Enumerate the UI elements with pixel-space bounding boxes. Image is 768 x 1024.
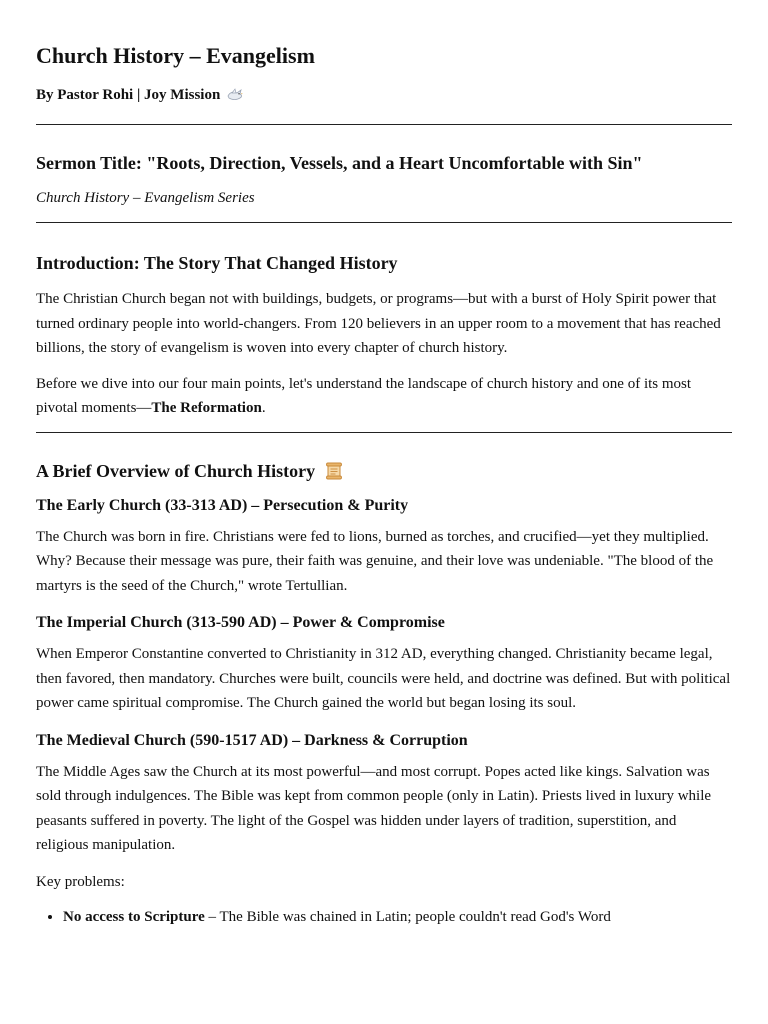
list-item [63, 905, 732, 929]
introduction-heading: Introduction: The Story That Changed History [36, 253, 398, 273]
key-problems-list [36, 905, 732, 929]
introduction-period: . [261, 400, 266, 416]
section-heading-early-church: The Early Church (33-313 AD) – Persecution & Purity [36, 496, 409, 514]
overview-heading-text: A Brief Overview of Church History [36, 460, 316, 481]
dove-icon [226, 87, 244, 103]
list-item-bold: No access to Scripture [63, 909, 205, 925]
section-text-early-church: The Church was born in fire. Christians were fed to lions, burned as torches, and crucified—yet they multiplied. Why? Because their message was pure, their faith was genuine, and their love was undeniable. "The blood of the martyrs is the seed of the Church," wrote Tertullian. [36, 528, 714, 594]
section-text-imperial-church: When Emperor Constantine converted to Christianity in 312 AD, everything changed. Christianity became legal, then favored, then mandatory. Churches were built, councils were held, and doctrine was defined. But with political power came spiritual compromise. The Church gained the world but began losing its soul. [36, 646, 731, 711]
list-item-text: – The Bible was chained in Latin; people couldn't read God's Word [204, 909, 611, 925]
reformation-emphasis: The Reformation [151, 400, 262, 416]
series-subtitle: Church History – Evangelism Series [36, 190, 255, 206]
section-text-medieval-church: The Middle Ages saw the Church at its most powerful—and most corrupt. Popes acted like kings. Salvation was sold through indulgences. The Bible was kept from common people (only in Latin). Priests lived in luxury while peasants suffered in poverty. The light of the Gospel was hidden under layers of tradition, superstition, and religious manipulation. [36, 763, 712, 853]
key-problems-label: Key problems: [36, 873, 125, 890]
byline-text: By Pastor Rohi | Joy Mission [36, 87, 221, 103]
divider [36, 222, 732, 223]
document-title: Church History – Evangelism [36, 43, 315, 68]
section-heading-imperial-church: The Imperial Church (313-590 AD) – Power & Compromise [36, 614, 445, 631]
divider [36, 432, 732, 433]
byline [36, 84, 732, 106]
sermon-title: Sermon Title: "Roots, Direction, Vessels, and a Heart Uncomfortable with Sin" [36, 153, 643, 173]
overview-heading [36, 459, 732, 483]
section-heading-medieval-church: The Medieval Church (590-1517 AD) – Darkness & Corruption [36, 731, 468, 749]
introduction-paragraph [36, 372, 732, 421]
introduction-text: Before we dive into our four main points, let's understand the landscape of church history and one of its most pivotal moments— [36, 375, 692, 416]
divider [36, 124, 732, 125]
scroll-icon [324, 461, 344, 481]
introduction-paragraph: The Christian Church began not with buildings, budgets, or programs—but with a burst of Holy Spirit power that turned ordinary people into world-changers. From 120 believers in an upper room to a movement that has reached billions, the story of evangelism is woven into every chapter of church history. [36, 291, 721, 356]
